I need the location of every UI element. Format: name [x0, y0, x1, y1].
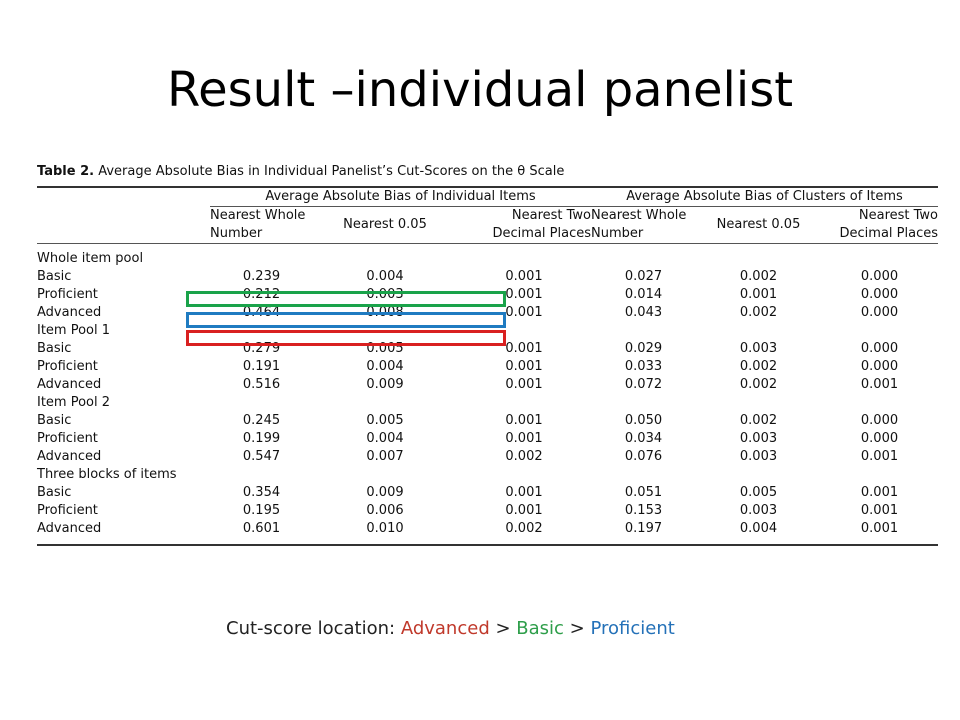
- table-row: [37, 520, 938, 545]
- table-cell: 0.072: [624, 377, 663, 392]
- table-cell: 0.034: [624, 431, 663, 446]
- row-label: Basic: [37, 485, 72, 500]
- table-cell: 0.245: [242, 413, 281, 428]
- table-cell: 0.000: [860, 413, 899, 428]
- table-cell: 0.008: [366, 305, 404, 320]
- table-cell: 0.002: [739, 359, 778, 374]
- note-advanced: Advanced: [400, 618, 490, 639]
- table-cell: 0.007: [366, 449, 404, 464]
- table-cell: 0.002: [739, 413, 778, 428]
- table-cell: 0.001: [505, 269, 543, 284]
- table-cell: 0.199: [242, 431, 281, 446]
- table-cell: 0.002: [505, 449, 543, 464]
- section-row: [37, 466, 938, 484]
- table-cell: 0.279: [242, 341, 281, 356]
- table-cell: 0.029: [624, 341, 663, 356]
- table-cell: 0.516: [242, 377, 281, 392]
- row-label: Advanced: [37, 449, 102, 464]
- note-separator: >: [563, 618, 591, 639]
- table-row: [37, 340, 938, 358]
- table-cell: 0.003: [739, 503, 778, 518]
- column-header: Nearest Two Decimal Places: [821, 207, 938, 244]
- table-cell: 0.000: [860, 287, 899, 302]
- table-row: [37, 286, 938, 304]
- table-cell: 0.001: [505, 305, 543, 320]
- table-cell: 0.001: [860, 503, 899, 518]
- table-cell: 0.195: [242, 503, 281, 518]
- table-row: [37, 304, 938, 322]
- group-header-individual: Average Absolute Bias of Individual Items: [210, 188, 591, 207]
- table-row: [37, 430, 938, 448]
- table-cell: 0.464: [242, 305, 281, 320]
- table-cell: 0.005: [366, 413, 404, 428]
- row-label: Proficient: [37, 359, 98, 374]
- table-cell: 0.000: [860, 305, 899, 320]
- table-cell: 0.003: [739, 341, 778, 356]
- slide-title: Result –individual panelist: [166, 62, 794, 118]
- table-cell: 0.001: [860, 449, 899, 464]
- table-cell: 0.212: [242, 287, 281, 302]
- table-cell: 0.004: [366, 359, 404, 374]
- table-cell: 0.002: [739, 305, 778, 320]
- table-cell: 0.002: [739, 269, 778, 284]
- table-cell: 0.050: [624, 413, 663, 428]
- table-cell: 0.076: [624, 449, 663, 464]
- note-proficient: Proficient: [590, 618, 675, 639]
- table-row: [37, 376, 938, 394]
- note-separator: >: [489, 618, 517, 639]
- table-cell: 0.354: [242, 485, 281, 500]
- table-cell: 0.000: [860, 431, 899, 446]
- table-cell: 0.009: [366, 377, 404, 392]
- row-label: Proficient: [37, 503, 98, 518]
- table-cell: 0.547: [242, 449, 281, 464]
- table-cell: 0.006: [366, 503, 404, 518]
- section-label: Item Pool 2: [37, 395, 111, 410]
- table-cell: 0.043: [624, 305, 663, 320]
- table-row: [37, 412, 938, 430]
- table-cell: 0.001: [505, 377, 543, 392]
- table-cell: 0.000: [860, 269, 899, 284]
- table-body: [37, 244, 938, 546]
- table-cell: 0.027: [624, 269, 663, 284]
- column-header: Nearest Whole Number: [210, 207, 313, 244]
- table-cell: 0.005: [366, 341, 404, 356]
- table-cell: 0.001: [505, 431, 543, 446]
- table-cell: 0.001: [505, 359, 543, 374]
- cut-score-location-note: [226, 617, 675, 641]
- section-label: Item Pool 1: [37, 323, 111, 338]
- table-cell: 0.001: [821, 520, 938, 545]
- table-cell: 0.003: [739, 431, 778, 446]
- group-header-empty: [37, 188, 210, 207]
- section-label: Three blocks of items: [37, 467, 177, 482]
- table-cell: 0.001: [860, 485, 899, 500]
- table-cell: 0.004: [696, 520, 821, 545]
- table-row: [37, 448, 938, 466]
- row-label: Proficient: [37, 431, 98, 446]
- note-prefix: Cut-score location:: [226, 618, 401, 639]
- table-cell: 0.004: [366, 269, 404, 284]
- table-caption-text: Average Absolute Bias in Individual Panelist’s Cut-Scores on the θ Scale: [98, 164, 565, 179]
- table-cell: 0.009: [366, 485, 404, 500]
- column-header: Nearest Whole Number: [591, 207, 696, 244]
- table-cell: 0.000: [860, 341, 899, 356]
- group-header-row: [37, 188, 938, 207]
- table-cell: 0.000: [860, 359, 899, 374]
- note-basic: Basic: [516, 618, 564, 639]
- table-cell: 0.051: [624, 485, 663, 500]
- table-cell: 0.197: [591, 520, 696, 545]
- section-row: [37, 394, 938, 412]
- column-header-empty: [37, 207, 210, 244]
- table-cell: 0.001: [505, 413, 543, 428]
- row-label: Advanced: [37, 520, 210, 545]
- bias-table-figure: [37, 158, 938, 546]
- table-cell: 0.153: [624, 503, 663, 518]
- table-cell: 0.003: [739, 449, 778, 464]
- section-label: Whole item pool: [37, 251, 144, 266]
- table-cell: 0.001: [505, 287, 543, 302]
- column-header: Nearest 0.05: [696, 207, 821, 244]
- column-header-row: [37, 207, 938, 244]
- table-row: [37, 484, 938, 502]
- row-label: Basic: [37, 413, 72, 428]
- table-cell: 0.033: [624, 359, 663, 374]
- column-header: Nearest Two Decimal Places: [457, 207, 591, 244]
- table-row: [37, 268, 938, 286]
- table-caption: [37, 158, 938, 186]
- table-cell: 0.601: [210, 520, 313, 545]
- row-label: Basic: [37, 269, 72, 284]
- section-row: [37, 322, 938, 340]
- table-row: [37, 358, 938, 376]
- table-row: [37, 502, 938, 520]
- table-cell: 0.010: [313, 520, 457, 545]
- row-label: Proficient: [37, 287, 98, 302]
- column-header: Nearest 0.05: [313, 207, 457, 244]
- bias-table: [37, 188, 938, 546]
- table-cell: 0.001: [505, 341, 543, 356]
- table-cell: 0.239: [242, 269, 281, 284]
- table-caption-label: Table 2.: [37, 164, 95, 179]
- group-header-clusters: Average Absolute Bias of Clusters of Items: [591, 188, 938, 207]
- row-label: Basic: [37, 341, 72, 356]
- table-cell: 0.001: [505, 485, 543, 500]
- table-cell: 0.014: [624, 287, 663, 302]
- section-row: [37, 244, 938, 269]
- table-cell: 0.005: [739, 485, 778, 500]
- table-cell: 0.004: [366, 431, 404, 446]
- row-label: Advanced: [37, 377, 102, 392]
- table-cell: 0.002: [457, 520, 591, 545]
- table-cell: 0.002: [739, 377, 778, 392]
- table-cell: 0.001: [739, 287, 778, 302]
- table-cell: 0.001: [860, 377, 899, 392]
- table-cell: 0.001: [505, 503, 543, 518]
- row-label: Advanced: [37, 305, 102, 320]
- table-cell: 0.003: [366, 287, 404, 302]
- table-cell: 0.191: [242, 359, 281, 374]
